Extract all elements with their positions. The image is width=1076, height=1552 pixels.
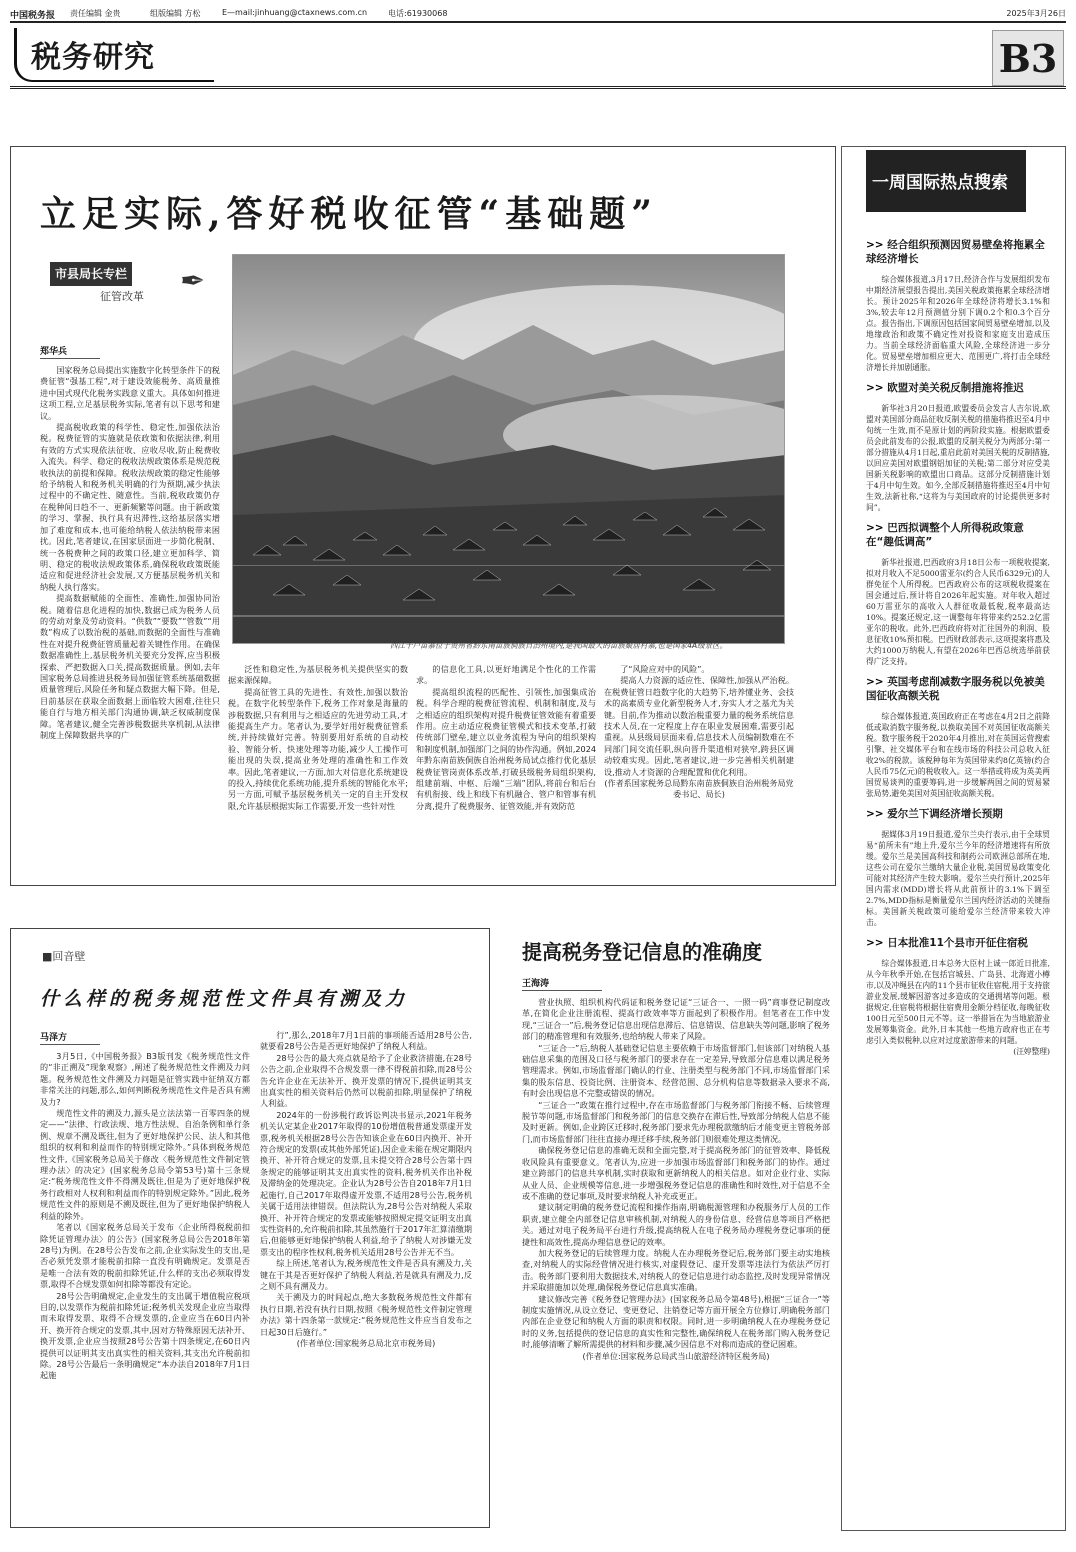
echo-paragraph: 笔者以《国家税务总局关于发布〈企业所得税税前扣除凭证管理办法〉的公告》(国家税务总局公告2018年第28号)为例。在28号公告发布之前,企业实际发生的支出,是否必须凭发票才能税前扣除一直没有明确规定。发票是否是唯一合法有效的税前扣除凭证,什么样的支出必须取得发票,取得不合规发票如何扣除等都没有定论。 (40, 1222, 250, 1290)
news-item (866, 521, 1050, 667)
section-title: 税务研究 (31, 40, 155, 75)
arrow-icon: >> (866, 808, 888, 820)
main-paragraph: 提高数据赋能的全面性、准确性,加强协同治税。随着信息化进程的加快,数据已成为税务人员的劳动对象及劳动资料。“供数”“要数”“管数”“用数”构成了以数治税的基础,而数据的全面性与准确性在对提升税费征管质量起着关键性作用。在确保数据准确性上,基层税务机关要充分发挥,应当积极探索、严把数据入口关,提高数据质量。例如,去年国家税务总局推进县税务局加强征管系统基础数据质量管理后,风险任务和疑点数据大幅下降。但是,目前基层在获取全面数据上面临较大困难,往往只能自行与地方相关部门沟通协调,缺乏权威制度保障。笔者建议,健全完善涉税数据共享机制,从法律制度上保障数据共享的广 (40, 593, 220, 740)
arrow-icon: >> (866, 382, 888, 394)
main-author: 郑华兵 (40, 344, 100, 359)
echo-paragraph: 规范性文件的溯及力,源头是立法法第一百零四条的规定——“法律、行政法规、地方性法规、自治条例和单行条例、规章不溯及既往,但为了更好地保护公民、法人和其他组织的权利和利益而作的特别规定除外。”具体到税务规范性文件,《国家税务总局关于修改〈税务规范性文件制定管理办法〉的决定》(国家税务总局令第53号)第十三条规定:“税务规范性文件不得溯及既往,但是为了更好地保护税务行政相对人权利和利益而作的特别规定除外。”因此,税务规范性文件的原则是不溯及既往,但为了更好地保护纳税人利益的除外。 (40, 1108, 250, 1221)
echo-paragraph: 行”,那么,2018年7月1日前的事项能否适用28号公告,就要看28号公告是否更好地保护了纳税人利益。 (260, 1030, 472, 1052)
main-paragraph: 提高人力资源的适应性、保障性,加强从严治税。在税费征管日趋数字化的大趋势下,培养懂业务、会技术的高素质专业化新型税务人才,夯实人才之基尤为关键。目前,作为推动以数治税重要力量的税务系统信息技术人员,在一定程度上存在职业发展困难,需要引起重视。从县级局层面来看,信息技术人员编制数难在不同部门间交流任职,纵向晋升渠道相对狭窄,跨县区调动较难实现。因此,笔者建议,进一步完善相关机制建设,推动人才资源的合理配置和优化利用。 (604, 675, 794, 777)
echo-paragraph: 28号公告的最大亮点就是给予了企业救济措施,在28号公告之前,企业取得不合规发票一律不得税前扣除,而28号公告允许企业在无法补开、换开发票的情况下,提供证明其支出真实性的相关资料后仍然可以税前扣除,明显保护了纳税人利益。 (260, 1052, 472, 1109)
echo-paragraph: 2024年的一份涉税行政诉讼判决书显示,2021年税务机关认定某企业2017年取得的10份增值税普通发票虚开发票,税务机关根据28号公告告知该企业在60日内换开、补开符合规定的发票(或其他外部凭证),因企业未能在规定期限内换开、补开符合规定的发票,且未提交符合28号公告第十四条规定的能够证明其支出真实性的资料,税务机关作出补税及滞纳金的处理决定。企业认为28号公告自2018年7月1日起施行,自己2017年取得虚开发票,不适用28号公告,税务机关属于适用法律错误。但法院认为,28号公告对纳税人采取换开、补开符合规定的发票或能够按照规定提交证明支出真实性资料的,允许税前扣除,其虽然施行于2017年汇算清缴期后,但能够更好地保护纳税人利益,给予了纳税人对涉嫌无发票支出的程序性权利,税务机关适用28号公告并无不当。 (260, 1109, 472, 1257)
main-paragraph: 提高组织流程的匹配性、引领性,加强集成治税。科学合理的税费征管流程、机制和制度,及与之相适应的组织架构对提升税费征管效能有着重要作用。应主动适应税费征管模式和技术变革,打破传统部门壁垒,建立以业务流程为导向的组织架构和制度机制,加强部门之间的协作沟通。例如,2024年黔东南苗族侗族自治州税务局试点推行优化基层税费征管岗责体系改革,打破县级税务局组织架构,组建前端、中枢、后端“三端”团队,将前台和后台有机衔接、线上和线下有机融合、管户和管事有机分离,提升了税费服务、征管效能,并有效防范 (416, 686, 596, 811)
news-body: 新华社3月20日报道,欧盟委员会发言人吉尔说,欧盟对美国部分商品征收反制关税的措施将推迟至4月中旬统一生效,而不是原计划的两阶段实施。根据欧盟委员会此前发布的公报,欧盟的反制关税分为两部分:第一部分措施从4月1日起,重启此前对美国关税的反制措施,以回应美国对欧盟钢铝加征的关税;第二部分对应受美国新关税影响的欧盟出口商品。这部分反制措施计划于4月中旬生效。如今,全部反制措施将推迟至4月中旬生效,法新社称,“这将为与美国政府的讨论提供更多时间”。 (866, 404, 1050, 512)
editor: 责任编辑 金贵 (70, 9, 121, 18)
registration-author-affiliation: (作者单位:国家税务总局武当山旅游经济特区税务局) (582, 1350, 770, 1361)
section-title-frame (14, 28, 214, 82)
phone: 电话:61930068 (388, 9, 448, 18)
main-paragraph: 泛性和稳定性,为基层税务机关提供坚实的数据来源保障。 (228, 664, 408, 686)
column-name: 市县局长专栏 (50, 262, 132, 286)
arrow-icon: >> (866, 239, 888, 251)
news-body: 综合媒体报道,日本总务大臣村上诚一郎近日批准,从今年秋季开始,在包括宫城县、广岛县、北海道小樽市,以及冲绳县在内的11个县市征收住宿税,用于支持旅游业发展,缓解因游客过多造成的交通拥堵等问题。根据规定,住宿税将根据住宿费用金额分档征收,每晚征收100日元至500日元不等。这一举措旨在为当地旅游业发展筹集资金。此外,日本其他一些地方政府也正在考虑引入类似税种,以应对过度旅游带来的问题。 (866, 959, 1050, 1045)
masthead (10, 8, 1066, 22)
main-col-4 (604, 664, 794, 874)
registration-author: 王海涛 (522, 976, 602, 991)
echo-col-2 (260, 1030, 472, 1520)
sidebar-news (866, 238, 1050, 1523)
main-col-1 (40, 344, 220, 874)
photo-caption: 西江千户苗寨位于贵州省黔东南苗族侗族自治州境内,是我国最大的苗族聚居村寨,也是国家4A级景区。 (390, 641, 728, 650)
echo-paragraph: 3月5日,《中国税务报》B3版刊发《税务规范性文件的“非正溯及”现象观察》,阐述了税务规范性文件溯及力问题。税务规范性文件溯及力问题是征管实践中征纳双方都非常关注的问题,那么,如何判断税务规范性文件是否具有溯及力? (40, 1051, 250, 1107)
echo-col-1 (40, 1030, 250, 1520)
main-article-title: 立足实际,答好税收征管“基础题” (40, 193, 658, 235)
echo-wall-title: 什么样的税务规范性文件具有溯及力 (40, 988, 409, 1010)
main-col-3 (416, 664, 596, 874)
page-number: B3 (992, 30, 1064, 86)
echo-paragraph: 综上所述,笔者认为,税务规范性文件是否具有溯及力,关键在于其是否更好保护了纳税人利益,若是就具有溯及力,反之则不具有溯及力。 (260, 1258, 472, 1291)
registration-paragraph: 营业执照、组织机构代码证和税务登记证“三证合一、一照一码”商事登记制度改革,在简化企业注册流程、提高行政效率等方面起到了积极作用。但笔者在工作中发现,“三证合一”后,税务登记信息出现信息滞后、信息错误、信息缺失等问题,影响了税务部门的精准管理和有效服务,也给纳税人带来了风险。 (522, 997, 830, 1042)
echo-author-affiliation: (作者单位:国家税务总局北京市税务局) (296, 1337, 436, 1348)
issue-date: 2025年3月26日 (1006, 9, 1066, 18)
main-paragraph: 了“风险应对中的风险”。 (620, 664, 710, 674)
arrow-icon: >> (866, 522, 888, 534)
main-paragraph: 提高税收政策的科学性、稳定性,加强依法治税。税费征管的实施就是依政策和依据法律,利用有效的方式实现依法征收、应收尽收,防止税费收入流失。科学、稳定的税收法规政策体系是规范税收执法的前提和保障。税收法规政策的稳定性能够给予纳税人和税务机关明确的行为预期,减少执法过程中的不确定性、随意性。当前,税收政策仍存在税种间日趋不一、更新频繁等问题。由于新政策的学习、掌握、执行具有迟滞性,这给基层落实增加了难度和成本,也可能给纳税人依法纳税带来困扰。因此,笔者建议,在国家层面进一步简化税制、统一各税费种之间的政策口径,建立更加科学、简明、稳定的税收法规政策体系,确保税收政策既能适应和促进经济社会发展,又方便基层税务机关和纳税人执行落实。 (40, 422, 220, 592)
sidebar-banner-title: 一周国际热点搜索 (872, 173, 1008, 193)
main-author-affiliation: (作者系国家税务总局黔东南苗族侗族自治州税务局党委书记、局长) (604, 778, 794, 800)
masthead-rule (10, 21, 1066, 23)
news-body: 综合媒体报道,英国政府正在考虑在4月2日之前降低或取消数字服务税,以换取美国不对英国征收高额关税。数字服务税于2020年4月推出,对在英国运营搜索引擎、社交媒体平台和在线市场的科技公司总收入征收2%的税款。该税种每年为英国带来约8亿英镑(约合人民币75亿元)的税收收入。这一举措或将成为英美两国贸易谈判的重要筹码,进一步缓解两国之间的贸易紧张局势,避免美国对英国征收高额关税。 (866, 712, 1050, 798)
news-body: 据媒体3月19日报道,爱尔兰央行表示,由于全球贸易“前所未有”地上升,爱尔兰今年的经济增速将有所放缓。爱尔兰是美国高科技和制药公司欧洲总部所在地,这些公司在爱尔兰缴纳大量企业税,美国贸易政策变化可能对其经济产生较大影响。爱尔兰央行预计,2025年国内需求(MDD)增长将从此前预计的3.1%下调至2.7%,MDD指标是衡量爱尔兰国内经济活动的关键指标。美国新关税政策可能给爱尔兰经济带来较大冲击。 (866, 830, 1050, 927)
layout-editor: 组版编辑 方松 (150, 9, 201, 18)
news-item (866, 675, 1050, 799)
echo-paragraph: 关于溯及力的时间起点,绝大多数税务规范性文件都有执行日期,若没有执行日期,按照《税务规范性文件制定管理办法》第十四条第一款规定:“税务规范性文件应当自发布之日起30日后施行。” (260, 1292, 472, 1337)
news-headline: 欧盟对美关税反制措施将推迟 (887, 382, 1024, 394)
paper-name: 中国税务报 (10, 11, 56, 21)
main-paragraph: 国家税务总局提出实施数字化转型条件下的税费征管“强基工程”,对于建设效能税务、高质量推进中国式现代化税务实践意义重大。具体如何推进这项工程,立足基层税务实际,笔者有以下思考和建议。 (40, 365, 220, 421)
main-col-2 (228, 664, 408, 874)
registration-paragraph: “三证合一”政策在推行过程中,存在市场监督部门与税务部门衔接不畅、后续管理脱节等问题,市场监督部门和税务部门的信息交换存在滞后性,导致部分纳税人信息不能及时更新。例如,企业跨区迁移时,税务部门要求先办理税款缴纳后才能变更主管税务部门,而市场监督部门往往直接办理迁移手续,税务部门则很难处理这类情况。 (522, 1099, 830, 1144)
registration-paragraph: 建议制定明确的税务登记流程和操作指南,明确税源管理和办税服务厅人员的工作职责,建立健全内部登记信息审核机制,对纳税人的身份信息、经营信息等项目严格把关。通过对电子税务局平台进行升级,提高纳税人在电子税务局办理税务登记事项的便捷性和高效性,提高办理信息登记的效率。 (522, 1202, 830, 1247)
news-body: 综合媒体报道,3月17日,经济合作与发展组织发布中期经济展望报告提出,美国关税政策拖累全球经济增长。预计2025年和2026年全球经济将增长3.1%和3%,较去年12月预测值分别下调0.2个和0.3个百分点。报告指出,下调原因包括国家间贸易壁垒增加,以及地缘政治和政策不确定性对投资和家庭支出造成压力。当前全球经济面临重大风险,全球经济进一步分化。贸易壁垒增加相应更大、范围更广,将打击全球经济增长并加剧通胀。 (866, 275, 1050, 372)
news-headline: 英国考虑削减数字服务税以免被美国征收高额关税 (866, 676, 1045, 702)
registration-body (522, 976, 830, 1524)
echo-paragraph: 28号公告明确规定,企业发生的支出属于增值税应税项目的,以发票作为税前扣除凭证;税务机关发现企业应当取得而未取得发票、取得不合规发票的,企业应当在60日内补开、换开符合规定的发票,其中,因对方特殊原因无法补开、换开发票,企业应当按照28号公告第十四条规定,在60日内提供可以证明其支出真实性的相关资料,其支出允许税前扣除。28号公告最后一条明确规定“本办法自2018年7月1日起施 (40, 1290, 250, 1381)
registration-paragraph: 确保税务登记信息的准确无误和全面完整,对于提高税务部门的征管效率、降低税收风险具有重要意义。笔者认为,应进一步加强市场监督部门和税务部门的协作。通过建立跨部门的信息共享机制,实时获取和更新纳税人的相关信息。如对企业行业、实际从业人员、企业规模等信息,进一步增强税务登记信息的准确性和时效性,对于信息不全或不准确的登记事项,及时要求纳税人补充或更正。 (522, 1145, 830, 1201)
registration-paragraph: “三证合一”后,纳税人基础登记信息主要依赖于市场监督部门,但该部门对纳税人基础信息采集的范围及口径与税务部门的要求存在一定差异,导致部分信息难以满足税务管理需求。例如,市场监督部门确认的行业、注册类型与税务部门不同,市场监督部门采集的股东信息、投资比例、注册资本、经营范围、总分机构信息等数据录入要求不高,有时会出现信息不完整或错误的情况。 (522, 1042, 830, 1099)
news-item (866, 936, 1050, 1057)
registration-title: 提高税务登记信息的准确度 (522, 940, 762, 964)
column-tag: ■回音壁 (42, 950, 86, 963)
news-item (866, 381, 1050, 513)
registration-paragraph: 建议修改完善《税务登记管理办法》(国家税务总局令第48号),根据“三证合一”等制度实施情况,从设立登记、变更登记、注销登记等方面开展全方位修订,明确税务部门内部在企业登记和纳税人方面的职责和权限。同时,进一步明确纳税人在办理税务登记时的义务,包括提供的登记信息的真实性和完整性,确保纳税人在税务部门购入税务登记时,能够清晰了解所需提供的材料和步骤,减少因信息不对称而造成的登记困难。 (522, 1293, 830, 1350)
registration-paragraph: 加大税务登记的后续管理力度。纳税人在办理税务登记后,税务部门要主动实地核查,对纳税人的实际经营情况进行核实,对虚假登记、虚开发票等违法行为依法严厉打击。税务部门要利用大数据技术,对纳税人的登记信息进行动态监控,及时发现异常情况并采取措施加以处理,确保税务登记信息真实准确。 (522, 1247, 830, 1293)
news-editor: (汪婷整理) (1013, 1047, 1050, 1056)
pen-icon: ✒ (180, 264, 206, 299)
main-paragraph: 提高征管工具的先进性、有效性,加强以数治税。在数字化转型条件下,税务工作对象是海量的涉税数据,只有利用与之相适应的先进劳动工具,才能提高生产力。笔者认为,要学好用好税费征管系统,并持续做好完善。特别要用好系统的自动校验、智能分析、快速处理等功能,减少人工操作可能出现的失误,提高业务处理的准确性和工作效率。因此,笔者建议,一方面,加大对信息化系统建设的投入,持续优化系统功能,提升系统的智能化水平;另一方面,可赋予基层税务机关一定的自主开发权限,允许基层根据实际工作需要,开发一些针对性 (228, 686, 408, 811)
sidebar-banner (866, 150, 1026, 212)
echo-author: 马泽方 (40, 1030, 100, 1045)
news-headline: 爱尔兰下调经济增长预期 (887, 808, 1003, 820)
news-headline: 日本批准11个县市开征住宿税 (887, 937, 1028, 949)
news-body: 新华社报道,巴西政府3月18日公布一项税收提案,拟对月收入不足5000雷亚尔(约合人民币6329元)的人群免征个人所得税。巴西政府公布的这项税收提案在国会通过后,预计将自2026年起实施。对年收入超过60万雷亚尔的高收入人群征收最低税,税率最高达10%。提案还规定,这一调整每年将带来约252.2亿雷亚尔的税收。此外,巴西政府将对汇往国外的利润、股息征收10%预扣税。巴西财政部表示,这项提案将惠及大约1000万纳税人,有望在2026年巴西总统选举前获得广泛支持。 (866, 558, 1050, 666)
column-sub: 征管改革 (100, 290, 144, 303)
arrow-icon: >> (866, 937, 888, 949)
main-paragraph: 的信息化工具,以更好地满足个性化的工作需求。 (416, 664, 596, 686)
village-photo-image (233, 255, 785, 644)
news-headline: 经合组织预测因贸易壁垒将拖累全球经济增长 (866, 239, 1045, 265)
header-rule (10, 86, 1066, 89)
news-item (866, 807, 1050, 928)
village-photo (232, 254, 785, 644)
news-item (866, 238, 1050, 373)
column-badge (50, 262, 225, 310)
arrow-icon: >> (866, 676, 888, 688)
news-headline: 巴西拟调整个人所得税政策意在“趣低调高” (866, 522, 1024, 548)
email: E—mail:jinhuang@ctaxnews.com.cn (222, 8, 368, 17)
